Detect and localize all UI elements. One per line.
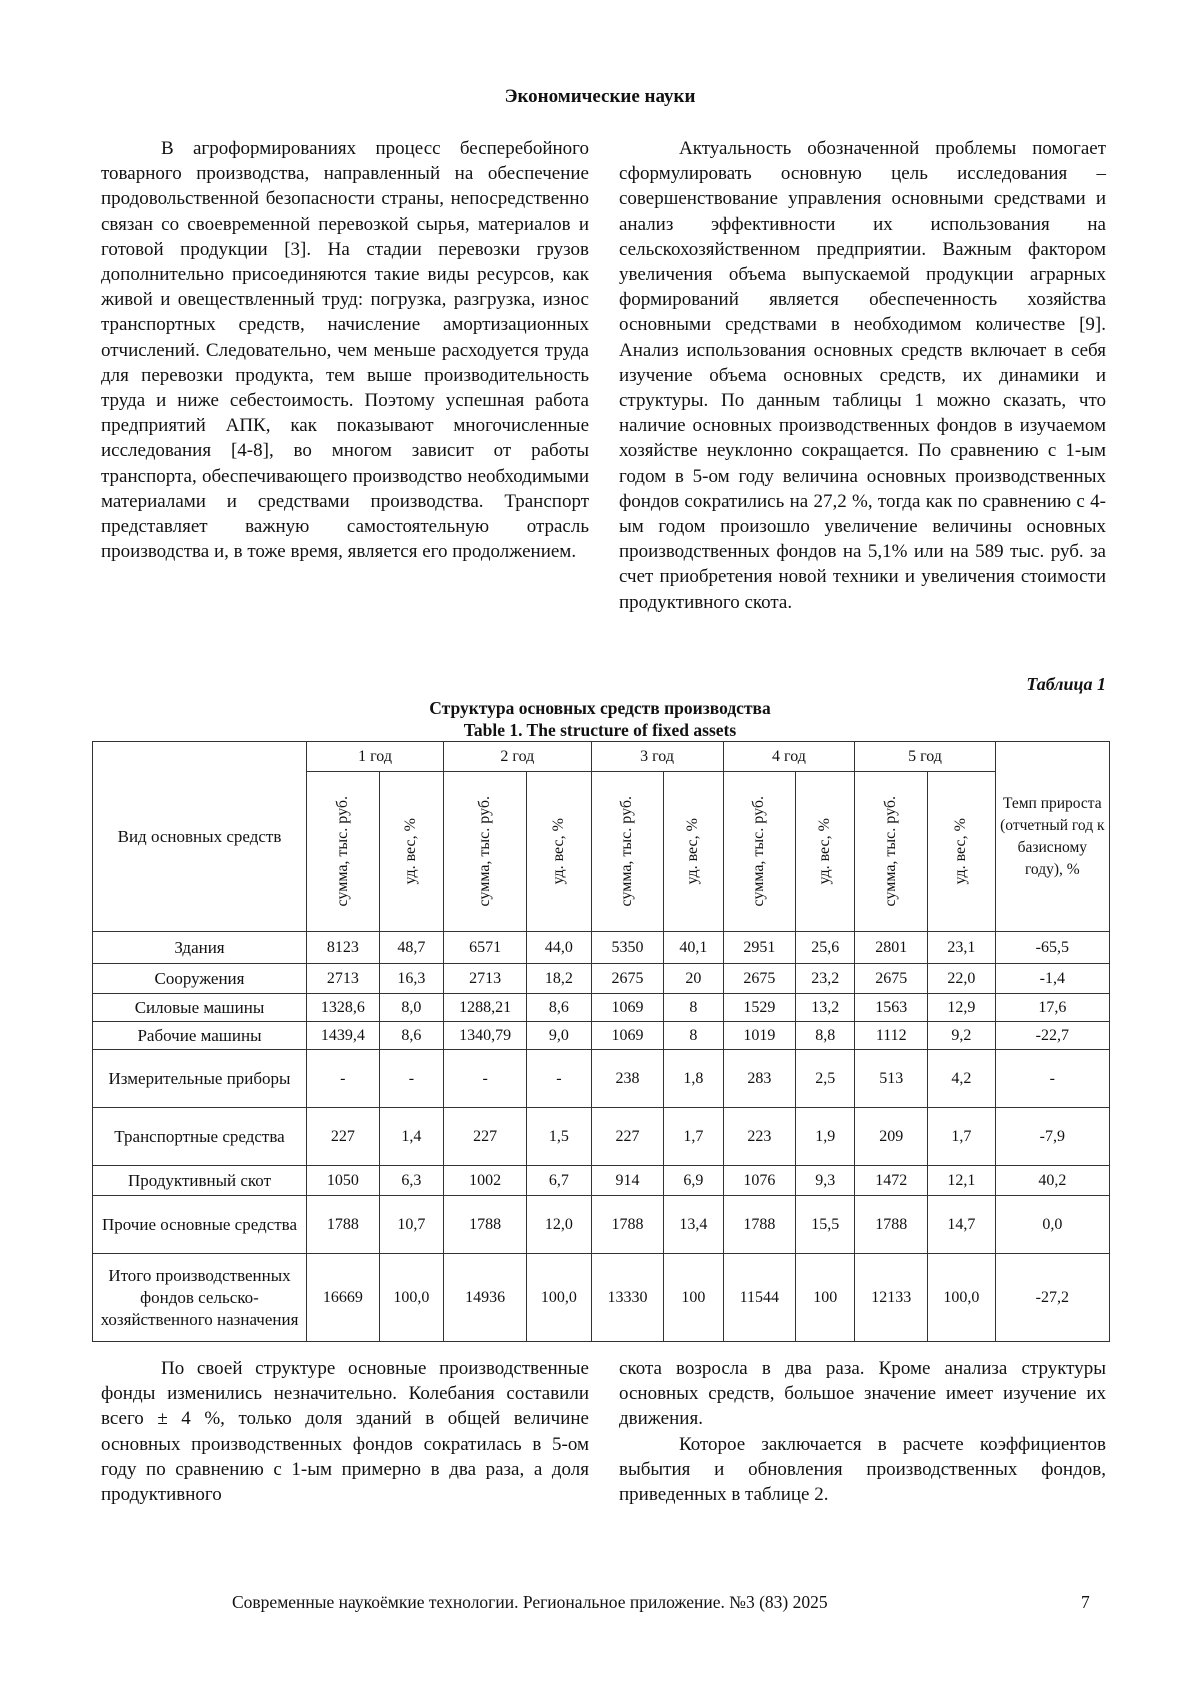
- table-cell: 48,7: [379, 932, 443, 964]
- table-cell: 1288,21: [444, 994, 527, 1022]
- table-cell: 1,5: [527, 1108, 591, 1166]
- table-cell: 1563: [855, 994, 928, 1022]
- table-row: [93, 1050, 1110, 1108]
- table-cell: 2713: [306, 964, 379, 994]
- col-header-year: 4 год: [723, 742, 855, 772]
- table-cell: 16669: [306, 1254, 379, 1342]
- table-cell: 14,7: [928, 1196, 996, 1254]
- table-cell: -22,7: [995, 1022, 1109, 1050]
- table-cell: 23,2: [796, 964, 855, 994]
- table-cell: 12,9: [928, 994, 996, 1022]
- table-cell: 16,3: [379, 964, 443, 994]
- table-row: [93, 1196, 1110, 1254]
- table-cell: 8,6: [527, 994, 591, 1022]
- table-cell: 15,5: [796, 1196, 855, 1254]
- table-cell: 209: [855, 1108, 928, 1166]
- table-row: [93, 1022, 1110, 1050]
- table-cell: 1788: [444, 1196, 527, 1254]
- body-paragraph: По своей структуре основные производственные фонды изменились незначительно. Колебания составили всего ± 4 %, только доля зданий в общей величине основных производственных фондов сократилась в 5-ом году по сравнению с 1-ым примерно в два раза, а доля продуктивного: [101, 1358, 589, 1506]
- table-cell: 25,6: [796, 932, 855, 964]
- col-header-year: 5 год: [855, 742, 995, 772]
- table-cell: 14936: [444, 1254, 527, 1342]
- table-cell: 1,9: [796, 1108, 855, 1166]
- table-cell: 100: [796, 1254, 855, 1342]
- table-cell: 100,0: [379, 1254, 443, 1342]
- row-label: Рабочие машины: [93, 1022, 307, 1050]
- table-caption-en: Table 1. The structure of fixed assets: [463, 720, 737, 740]
- table-cell: 8123: [306, 932, 379, 964]
- table-cell: 44,0: [527, 932, 591, 964]
- subheader-share: уд. вес, %: [379, 772, 443, 932]
- table-cell: 12,1: [928, 1166, 996, 1196]
- table-cell: -: [444, 1050, 527, 1108]
- table-cell: 2675: [723, 964, 796, 994]
- table-cell: 1069: [591, 994, 664, 1022]
- header-row-years: [93, 742, 1110, 772]
- table-cell: 2713: [444, 964, 527, 994]
- col-header-year: 3 год: [591, 742, 723, 772]
- table-cell: 23,1: [928, 932, 996, 964]
- table-cell: 18,2: [527, 964, 591, 994]
- body-paragraph: В агроформированиях процесс бесперебойного товарного производства, направленный на обеспечение продовольственной безопасности страны, непосредственно связан со своевременной перевозкой сырья, материалов и готовой продукции [3]. На стадии перевозки грузов дополнительно присоединяются такие виды ресурсов, как живой и овеществленный труд: погрузка, разгрузка, износ транспортных средств, начисление амортизационных отчислений. Следовательно, чем меньше расходуется труда для перевозки продукта, тем выше производительность труда и ниже себестоимость. Поэтому успешная работа предприятий АПК, как показывают многочисленные исследования [4-8], во многом зависит от работы транспорта, обеспечивающего производство необходимыми материалами и средствами производства. Транспорт представляет важную самостоятельную отрасль производства и, в тоже время, является его продолжением.: [101, 138, 589, 563]
- table-cell: 2,5: [796, 1050, 855, 1108]
- table-cell: 2675: [591, 964, 664, 994]
- row-label: Итого производственных фондов сельско-хозяйственного назначения: [93, 1254, 307, 1342]
- table-row: [93, 964, 1110, 994]
- body-paragraph: скота возросла в два раза. Кроме анализа структуры основных средств, большое значение имеет изучение их движения.: [619, 1358, 1106, 1430]
- subheader-share: уд. вес, %: [527, 772, 591, 932]
- table-cell: 227: [306, 1108, 379, 1166]
- table-cell: 1788: [855, 1196, 928, 1254]
- table-cell: -1,4: [995, 964, 1109, 994]
- table-cell: 8: [664, 1022, 723, 1050]
- table-cell: 9,2: [928, 1022, 996, 1050]
- table-cell: 2951: [723, 932, 796, 964]
- right-column-top: [619, 136, 1106, 615]
- table-cell: -7,9: [995, 1108, 1109, 1166]
- subheader-share: уд. вес, %: [664, 772, 723, 932]
- subheader-sum: сумма, тыс. руб.: [591, 772, 664, 932]
- table-cell: 10,7: [379, 1196, 443, 1254]
- table-cell: 1340,79: [444, 1022, 527, 1050]
- table-cell: 238: [591, 1050, 664, 1108]
- col-header-year: 2 год: [444, 742, 592, 772]
- subheader-sum: сумма, тыс. руб.: [306, 772, 379, 932]
- table-cell: 1112: [855, 1022, 928, 1050]
- row-label: Транспортные средства: [93, 1108, 307, 1166]
- table-cell: 1529: [723, 994, 796, 1022]
- col-header-growth-rate: Темп прироста (отчетный год к базисному году), %: [995, 742, 1109, 932]
- table-cell: 40,2: [995, 1166, 1109, 1196]
- row-label: Силовые машины: [93, 994, 307, 1022]
- col-header-type: Вид основных средств: [93, 742, 307, 932]
- table-cell: 13,2: [796, 994, 855, 1022]
- table-row: [93, 932, 1110, 964]
- table-cell: -: [995, 1050, 1109, 1108]
- right-column-bottom: [619, 1356, 1106, 1507]
- table-cell: 2675: [855, 964, 928, 994]
- subheader-sum: сумма, тыс. руб.: [855, 772, 928, 932]
- table-cell: 6571: [444, 932, 527, 964]
- table-cell: 12133: [855, 1254, 928, 1342]
- table-cell: 1,7: [664, 1108, 723, 1166]
- table-cell: 1,8: [664, 1050, 723, 1108]
- table-cell: -: [379, 1050, 443, 1108]
- table-cell: 513: [855, 1050, 928, 1108]
- table-cell: 1788: [591, 1196, 664, 1254]
- table-cell: 914: [591, 1166, 664, 1196]
- table-cell: 100,0: [928, 1254, 996, 1342]
- col-header-year: 1 год: [306, 742, 443, 772]
- row-label: Здания: [93, 932, 307, 964]
- table-cell: 1,4: [379, 1108, 443, 1166]
- table-cell: 13,4: [664, 1196, 723, 1254]
- left-column-top: [101, 136, 589, 564]
- journal-footer: Современные наукоёмкие технологии. Региональное приложение. №3 (83) 2025: [232, 1592, 828, 1612]
- table-cell: 1328,6: [306, 994, 379, 1022]
- table-cell: 9,0: [527, 1022, 591, 1050]
- row-label: Сооружения: [93, 964, 307, 994]
- table-cell: 8,8: [796, 1022, 855, 1050]
- table-cell: 0,0: [995, 1196, 1109, 1254]
- table-cell: 17,6: [995, 994, 1109, 1022]
- table-row: [93, 1108, 1110, 1166]
- table-cell: 283: [723, 1050, 796, 1108]
- table-caption-ru: Структура основных средств производства: [429, 698, 771, 718]
- subheader-sum: сумма, тыс. руб.: [723, 772, 796, 932]
- table-cell: 12,0: [527, 1196, 591, 1254]
- row-label: Прочие основные средства: [93, 1196, 307, 1254]
- table-cell: 22,0: [928, 964, 996, 994]
- table-cell: 11544: [723, 1254, 796, 1342]
- page-number: 7: [1081, 1592, 1090, 1612]
- table-cell: 9,3: [796, 1166, 855, 1196]
- table-cell: 1019: [723, 1022, 796, 1050]
- subheader-share: уд. вес, %: [796, 772, 855, 932]
- table-cell: 4,2: [928, 1050, 996, 1108]
- table-cell: 227: [444, 1108, 527, 1166]
- table-row: [93, 1254, 1110, 1342]
- table-cell: 1069: [591, 1022, 664, 1050]
- table-cell: 20: [664, 964, 723, 994]
- table-row: [93, 1166, 1110, 1196]
- row-label: Измерительные приборы: [93, 1050, 307, 1108]
- table-cell: 6,3: [379, 1166, 443, 1196]
- fixed-assets-table: [92, 741, 1110, 1342]
- table-cell: -27,2: [995, 1254, 1109, 1342]
- table-cell: -: [527, 1050, 591, 1108]
- table-cell: 1,7: [928, 1108, 996, 1166]
- table-cell: 2801: [855, 932, 928, 964]
- table-cell: 6,7: [527, 1166, 591, 1196]
- table-cell: 8,0: [379, 994, 443, 1022]
- table-cell: 100: [664, 1254, 723, 1342]
- table-cell: 1788: [723, 1196, 796, 1254]
- body-paragraph: Которое заключается в расчете коэффициентов выбытия и обновления производственных фондов, приведенных в таблице 2.: [619, 1433, 1106, 1506]
- table-cell: 6,9: [664, 1166, 723, 1196]
- left-column-bottom: [101, 1356, 589, 1507]
- table-cell: 1472: [855, 1166, 928, 1196]
- table-body: [93, 932, 1110, 1342]
- row-label: Продуктивный скот: [93, 1166, 307, 1196]
- table-cell: -: [306, 1050, 379, 1108]
- table-cell: 1439,4: [306, 1022, 379, 1050]
- subheader-share: уд. вес, %: [928, 772, 996, 932]
- table-cell: 8: [664, 994, 723, 1022]
- table-cell: 13330: [591, 1254, 664, 1342]
- table-cell: 8,6: [379, 1022, 443, 1050]
- table-cell: -65,5: [995, 932, 1109, 964]
- section-title: Экономические науки: [504, 86, 696, 107]
- table-cell: 1076: [723, 1166, 796, 1196]
- table-cell: 1788: [306, 1196, 379, 1254]
- table-cell: 227: [591, 1108, 664, 1166]
- table-cell: 223: [723, 1108, 796, 1166]
- table-cell: 40,1: [664, 932, 723, 964]
- table-cell: 100,0: [527, 1254, 591, 1342]
- table-cell: 1050: [306, 1166, 379, 1196]
- table-cell: 1002: [444, 1166, 527, 1196]
- table-cell: 5350: [591, 932, 664, 964]
- subheader-sum: сумма, тыс. руб.: [444, 772, 527, 932]
- table-row: [93, 994, 1110, 1022]
- table-label: Таблица 1: [1026, 674, 1106, 694]
- body-paragraph: Актуальность обозначенной проблемы помогает сформулировать основную цель исследования – совершенствование управления основными средствами и анализ эффективности их использования на сельскохозяйственном предприятии. Важным фактором увеличения объема выпускаемой продукции аграрных формирований является обеспеченность хозяйства основными средствами в необходимом количестве [9]. Анализ использования основных средств включает в себя изучение объема основных средств, их динамики и структуры. По данным таблицы 1 можно сказать, что наличие основных производственных фондов в изучаемом хозяйстве неуклонно сокращается. По сравнению с 1-ым годом в 5-ом году величина основных производственных фондов сократились на 27,2 %, тогда как по сравнению с 4-ым годом произошло увеличение величины основных производственных фондов на 5,1% или на 589 тыс. руб. за счет приобретения новой техники и увеличения стоимости продуктивного скота.: [619, 138, 1106, 613]
